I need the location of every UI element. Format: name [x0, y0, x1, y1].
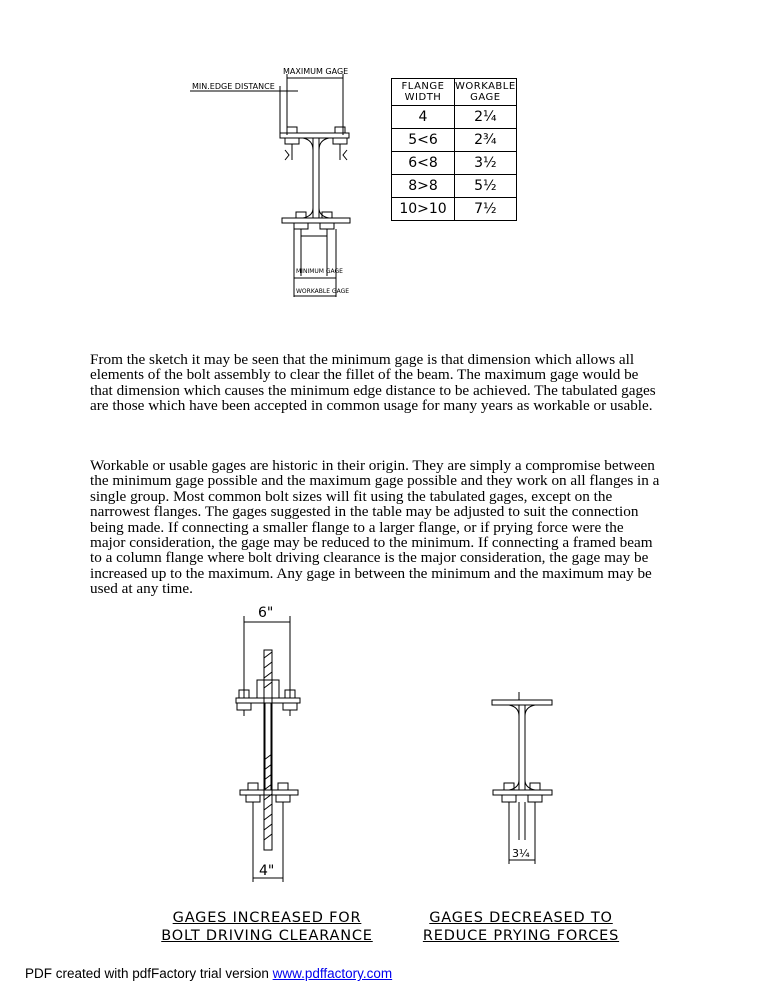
caption-gages-decreased — [404, 909, 638, 945]
paragraph-workable-gages: Workable or usable gages are historic in their origin. They are simply a compromise between the minimum gage possible and the maximum gage possible and they work on all flanges in a single group. Most common bolt sizes will fit using the tabulated gages, except on the narrowest flanges. The gages suggested in the table may be adjusted to suit the connection being made. If connecting a smaller flange to a larger flange, or if prying force were the major consideration, the gage may be reduced to the minimum. If connecting a framed beam to a column flange where bolt driving clearance is the major consideration, the gage may be increased up to the maximum. Any gage in between the minimum and the maximum may be used at any time. — [90, 457, 660, 598]
header-line: FLANGE — [401, 81, 445, 92]
min-edge-distance-label: MIN.EDGE DISTANCE — [192, 82, 275, 91]
workable-gage-label: WORKABLE GAGE — [296, 288, 350, 295]
header-line: WIDTH — [404, 92, 442, 103]
maximum-gage-label: MAXIMUM GAGE — [283, 67, 349, 76]
footer-text: PDF created with pdfFactory trial version — [25, 966, 269, 981]
table-header — [455, 79, 517, 106]
table-cell: 6<8 — [392, 152, 455, 175]
caption-line: BOLT DRIVING CLEARANCE — [161, 928, 373, 944]
gage-examples-diagram — [0, 600, 768, 890]
gage-table — [391, 78, 517, 221]
caption-line: GAGES INCREASED FOR — [172, 910, 362, 926]
table-row — [392, 129, 517, 152]
minimum-gage-label: MINIMUM GAGE — [296, 268, 343, 275]
table-cell: 2¾ — [455, 129, 517, 152]
dim-4in-label: 4" — [259, 863, 275, 879]
table-cell: 5<6 — [392, 129, 455, 152]
dim-3-1-4-label: 3¼ — [512, 847, 530, 860]
table-header — [392, 79, 455, 106]
caption-line: REDUCE PRYING FORCES — [422, 928, 620, 944]
table-row — [392, 152, 517, 175]
header-line: WORKABLE — [455, 81, 516, 92]
paragraph-gage-explanation: From the sketch it may be seen that the minimum gage is that dimension which allows all elements of the bolt assembly to clear the fillet of the beam. The maximum gage would be that dimension which causes the minimum edge distance to be achieved. The tabulated gages are those which have been accepted in common usage for many years as workable or usable. — [90, 351, 656, 415]
dim-6in-label: 6" — [258, 605, 274, 621]
table-cell: 3½ — [455, 152, 517, 175]
table-cell: 7½ — [455, 198, 517, 221]
table-row — [392, 198, 517, 221]
caption-gages-increased — [140, 909, 394, 945]
pdffactory-link[interactable]: www.pdffactory.com — [272, 966, 393, 981]
table-cell: 5½ — [455, 175, 517, 198]
table-row — [392, 106, 517, 129]
table-row — [392, 175, 517, 198]
gage-sketch-diagram — [0, 0, 390, 300]
table-cell: 10>10 — [392, 198, 455, 221]
header-line: GAGE — [470, 92, 501, 103]
footer — [25, 966, 392, 981]
caption-line: GAGES DECREASED TO — [429, 910, 613, 926]
table-cell: 8>8 — [392, 175, 455, 198]
table-cell: 4 — [392, 106, 455, 129]
table-cell: 2¼ — [455, 106, 517, 129]
table-header-row — [392, 79, 517, 106]
